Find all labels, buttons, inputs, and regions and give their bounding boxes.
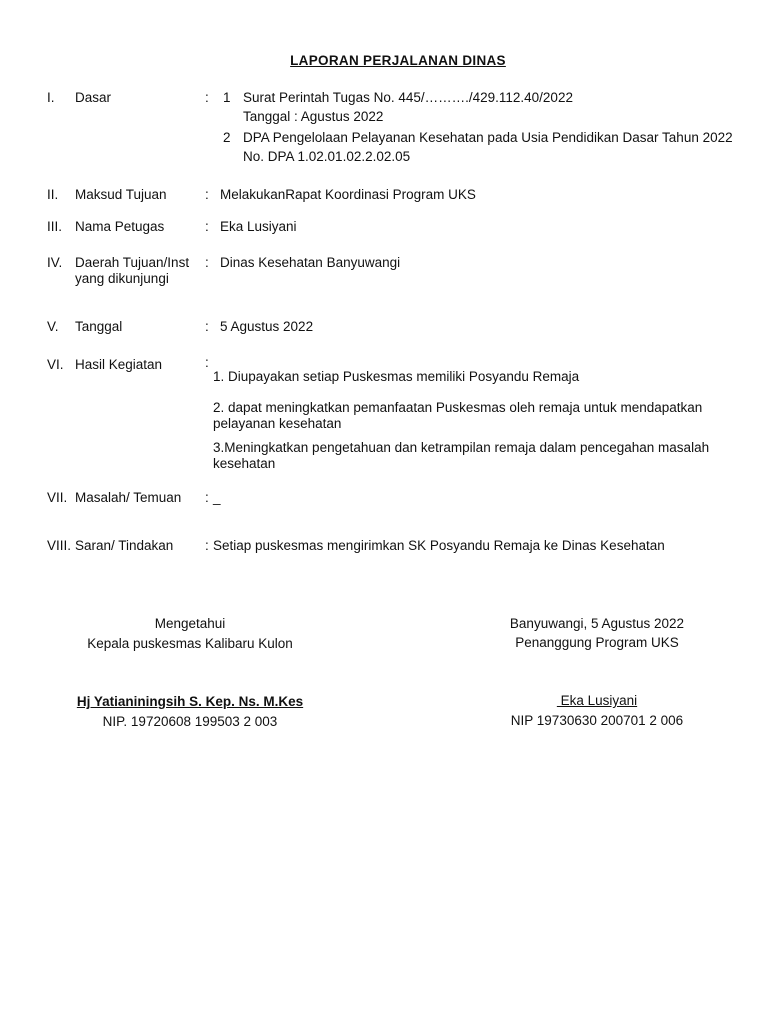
signatory-name-text: Eka Lusiyani [556,693,638,708]
section-label: Masalah/ Temuan [75,490,182,505]
section-value: 5 Agustus 2022 [220,319,314,334]
hasil-item: 2. dapat meningkatkan pemanfaatan Puskesmas oleh remaja untuk mendapatkan pelayanan kesehatan [213,400,703,431]
section-value: Setiap puskesmas mengirimkan SK Posyandu Remaja ke Dinas Kesehatan [213,538,665,553]
hasil-item: 1. Diupayakan setiap Puskesmas memiliki Posyandu Remaja [213,369,580,384]
signature-place-date: Banyuwangi, 5 Agustus 2022 [509,616,685,631]
section-label: Dasar [75,90,112,105]
colon: : [205,319,209,334]
colon: : [205,355,209,370]
section-label: Nama Petugas [75,219,165,234]
section-label: Maksud Tujuan [75,187,167,202]
section-number: VII. [47,490,68,505]
dasar-item-line: Tanggal : Agustus 2022 [243,109,384,124]
colon: : [205,538,209,553]
report-title: LAPORAN PERJALANAN DINAS [290,53,506,68]
section-value: MelakukanRapat Koordinasi Program UKS [220,187,476,202]
dasar-item-line: DPA Pengelolaan Pelayanan Kesehatan pada Usia Pendidikan Dasar Tahun 2022 [243,130,733,145]
signature-position: Penanggung Program UKS [515,635,679,650]
section-label: Tanggal [75,319,123,334]
dasar-item-line: Surat Perintah Tugas No. 445/………./429.112.40/2022 [243,90,573,105]
section-number: II. [47,187,59,202]
signatory-name [447,693,747,709]
signature-heading: Mengetahui [154,616,226,631]
colon: : [205,255,209,270]
signatory-nip: NIP. 19720608 199503 2 003 [102,714,278,729]
signature-position: Kepala puskesmas Kalibaru Kulon [87,636,293,651]
section-label: Saran/ Tindakan [75,538,174,553]
section-number: V. [47,319,59,334]
section-label: Hasil Kegiatan [75,357,163,372]
section-label: Daerah Tujuan/Inst [75,255,190,270]
section-value: Eka Lusiyani [220,219,297,234]
hasil-item: 3.Meningkatkan pengetahuan dan ketrampilan remaja dalam pencegahan masalah kesehatan [213,440,710,471]
dasar-item-line: No. DPA 1.02.01.02.2.02.05 [243,149,411,164]
section-value: _ [213,490,221,505]
signatory-name-text: Hj Yatianiningsih S. Kep. Ns. M.Kes [76,694,304,709]
section-number: VIII. [47,538,72,553]
colon: : [205,490,209,505]
dasar-item-number: 1 [223,90,231,105]
section-label: yang dikunjungi [75,271,169,286]
colon: : [205,219,209,234]
dasar-item-number: 2 [223,130,231,145]
section-number: I. [47,90,55,105]
section-value: Dinas Kesehatan Banyuwangi [220,255,401,270]
section-number: IV. [47,255,63,270]
signatory-nip: NIP 19730630 200701 2 006 [510,713,684,728]
signatory-name [40,694,340,710]
section-number: III. [47,219,63,234]
colon: : [205,187,209,202]
colon: : [205,90,209,105]
section-number: VI. [47,357,64,372]
